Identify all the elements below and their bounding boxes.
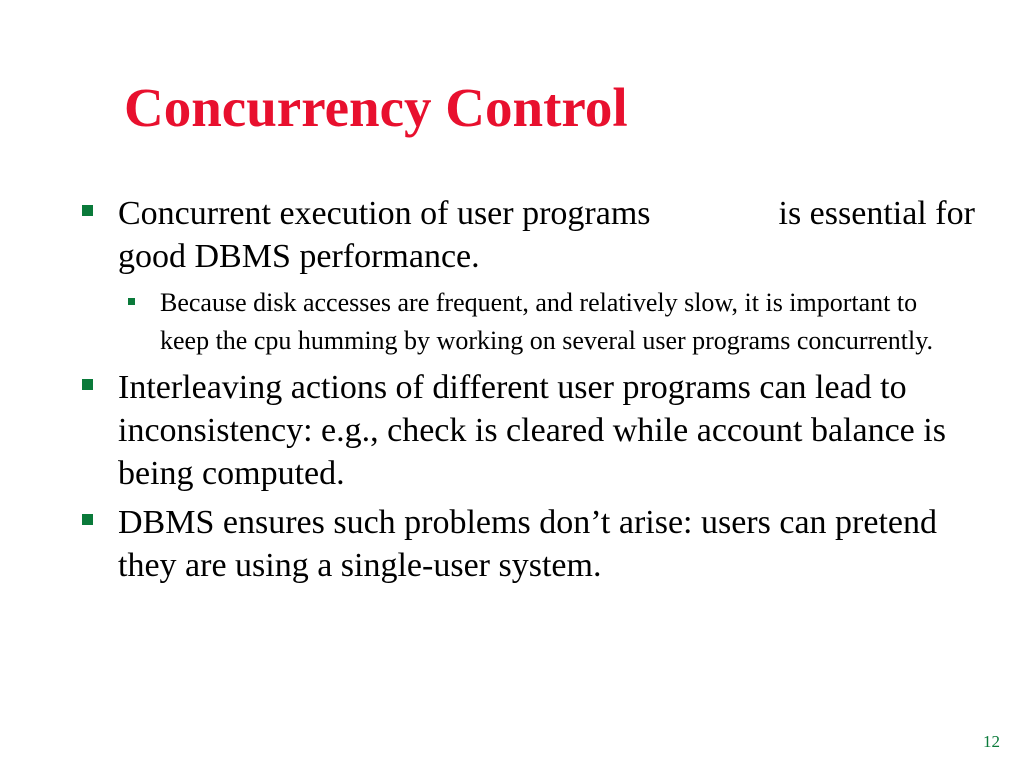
page-number: 12 [983,732,1000,751]
square-bullet-icon [82,514,93,525]
square-bullet-icon [82,205,93,216]
bullet-item-interleaving [80,366,980,495]
subbullet-text: Because disk accesses are frequent, and relatively slow, it is important to keep the cpu humming by working on several user programs concurrently. [160,288,934,355]
bullet-item-concurrent-execution [80,192,980,278]
bullet-text: Interleaving actions of different user programs can lead to inconsistency: e.g., check is cleared while account balance is being computed. [118,369,946,492]
slide-title: Concurrency Control [124,77,628,138]
small-square-bullet-icon [128,298,135,305]
bullet-text: DBMS ensures such problems don’t arise: users can pretend they are using a single-user system. [118,504,937,584]
square-bullet-icon [82,379,93,390]
bullet-text: is essential for good DBMS performance. [118,195,975,275]
subbullet-item-disk-accesses [80,284,960,360]
bullet-list [80,192,980,593]
bullet-text: Concurrent execution of user programs [118,195,651,232]
bullet-item-dbms-ensures [80,501,980,587]
